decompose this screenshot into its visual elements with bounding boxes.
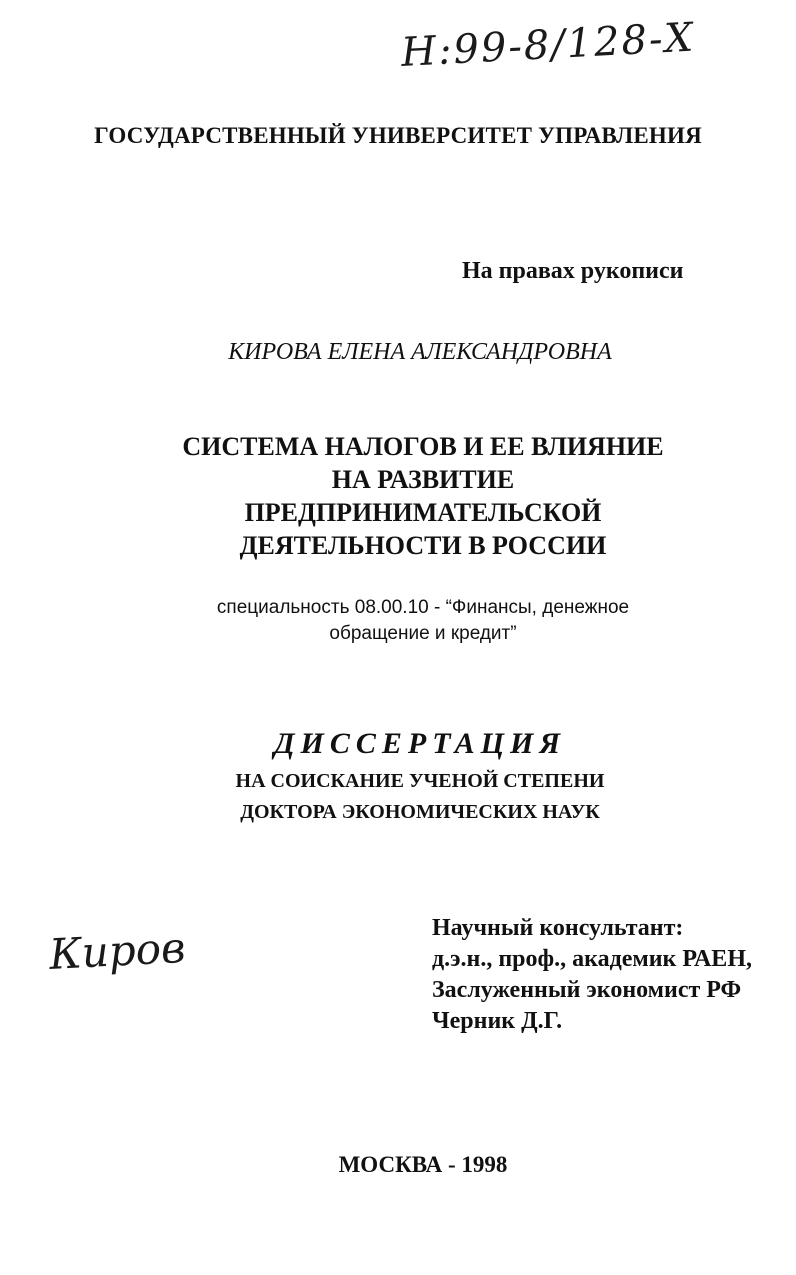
university-name: ГОСУДАРСТВЕННЫЙ УНИВЕРСИТЕТ УПРАВЛЕНИЯ: [94, 123, 702, 148]
city-year: МОСКВА - 1998: [338, 1152, 508, 1177]
specialty-block: [0, 595, 796, 647]
consultant-line: д.э.н., проф., академик РАЕН,: [432, 946, 752, 972]
degree-block: [0, 766, 796, 828]
author-signature: Киров: [48, 922, 187, 979]
document-type: ДИССЕРТАЦИЯ: [274, 727, 566, 760]
title-line: ДЕЯТЕЛЬНОСТИ В РОССИИ: [239, 531, 607, 560]
specialty-line: специальность 08.00.10 - “Финансы, денежное: [216, 597, 630, 618]
title-line: НА РАЗВИТИЕ: [331, 465, 515, 494]
scientific-consultant: [432, 913, 752, 1037]
consultant-line: Черник Д.Г.: [432, 1008, 563, 1034]
author-name: КИРОВА ЕЛЕНА АЛЕКСАНДРОВНА: [228, 339, 612, 365]
manuscript-note: На правах рукописи: [462, 258, 684, 284]
dissertation-title: [0, 430, 796, 562]
consultant-line: Заслуженный экономист РФ: [432, 977, 742, 1003]
specialty-line: обращение и кредит”: [329, 623, 517, 644]
title-line: СИСТЕМА НАЛОГОВ И ЕЕ ВЛИЯНИЕ: [182, 432, 664, 461]
degree-line: ДОКТОРА ЭКОНОМИЧЕСКИХ НАУК: [240, 801, 600, 823]
archive-number-handwritten: Н:99-8/128-Х: [400, 14, 697, 76]
title-line: ПРЕДПРИНИМАТЕЛЬСКОЙ: [244, 498, 602, 527]
consultant-line: Научный консультант:: [432, 915, 684, 941]
degree-line: НА СОИСКАНИЕ УЧЕНОЙ СТЕПЕНИ: [235, 770, 605, 792]
